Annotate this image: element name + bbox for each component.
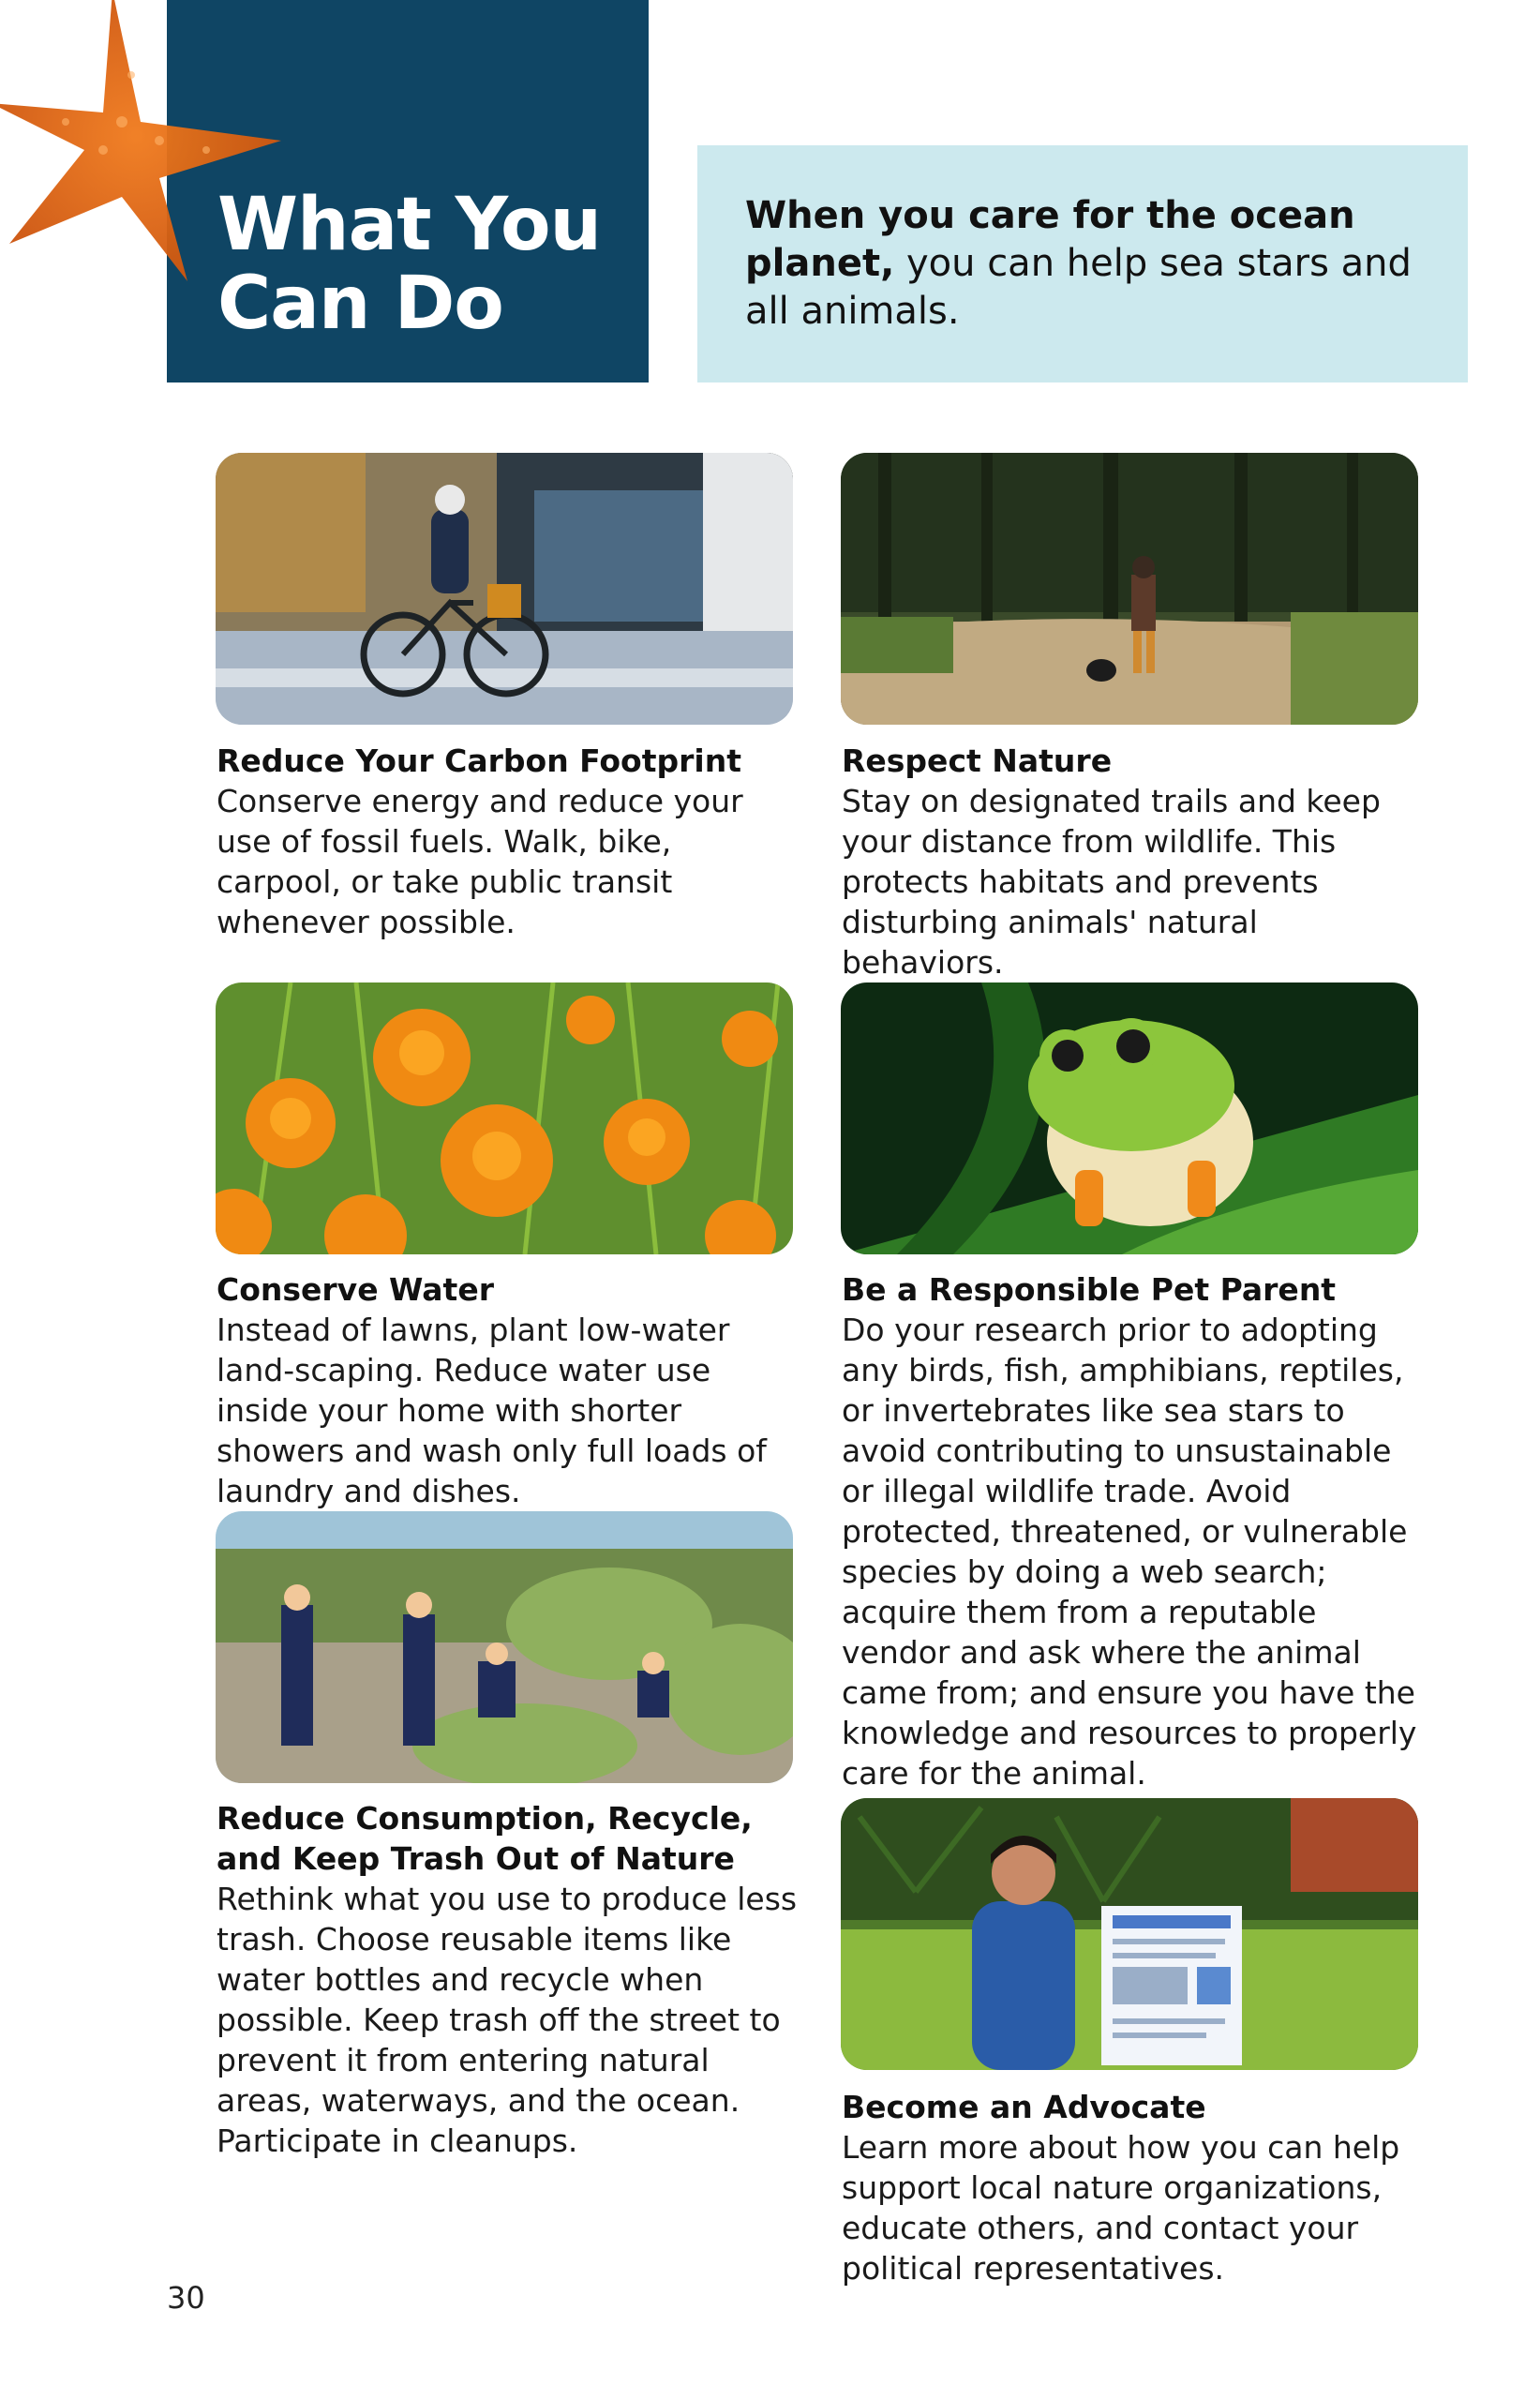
tree-frog-photo: [841, 982, 1418, 1254]
trail-dog-walk-photo: [841, 453, 1418, 725]
card-title-pet-parent: Be a Responsible Pet Parent: [842, 1271, 1337, 1308]
card-body-conserve-water: Instead of lawns, plant low-water land-scaping. Reduce water use inside your home with shorter showers and wash only full loads of laundry and dishes.: [217, 1312, 767, 1509]
page-number: 30: [167, 2280, 205, 2316]
card-title-conserve-water: Conserve Water: [217, 1271, 494, 1308]
card-title-carbon-footprint: Reduce Your Carbon Footprint: [217, 742, 741, 779]
page-title: [217, 183, 630, 346]
cyclist-photo: [216, 453, 793, 725]
card-body-pet-parent: Do your research prior to adopting any birds, fish, amphibians, reptiles, or invertebrates like sea stars to avoid contributing to unsustainable or illegal wildlife trade. Avoid protected, threatened, or vulnerable species by doing a web search; acquire them from a reputable vendor and ask where the animal came from; and ensure you have the knowledge and resources to properly care for the animal.: [842, 1312, 1417, 1792]
intro-rest: you can help sea stars and all animals.: [745, 242, 1412, 333]
title-line-2: Can Do: [217, 262, 503, 346]
card-body-carbon-footprint: Conserve energy and reduce your use of fossil fuels. Walk, bike, carpool, or take public transit whenever possible.: [217, 783, 743, 940]
title-line-1: What You: [217, 183, 602, 267]
card-title-respect-nature: Respect Nature: [842, 742, 1113, 779]
cleanup-volunteers-photo: [216, 1511, 793, 1783]
card-body-become-advocate: Learn more about how you can help support local nature organizations, educate others, and contact your political representatives.: [842, 2129, 1400, 2287]
card-body-respect-nature: Stay on designated trails and keep your distance from wildlife. This protects habitats and prevents disturbing animals' natural behaviors.: [842, 783, 1381, 981]
card-title-reduce-consumption: Reduce Consumption, Recycle, and Keep Trash Out of Nature: [217, 1800, 753, 1877]
advocate-with-sign-photo: [841, 1798, 1418, 2070]
poppies-photo: [216, 982, 793, 1254]
card-body-reduce-consumption: Rethink what you use to produce less trash. Choose reusable items like water bottles and recycle when possible. Keep trash off the street to prevent it from entering natural areas, waterways, and the ocean. Participate in cleanups.: [217, 1881, 798, 2159]
intro-text: [745, 192, 1420, 336]
intro-bold: When you care for the ocean planet,: [745, 194, 1355, 285]
card-title-become-advocate: Become an Advocate: [842, 2089, 1206, 2125]
